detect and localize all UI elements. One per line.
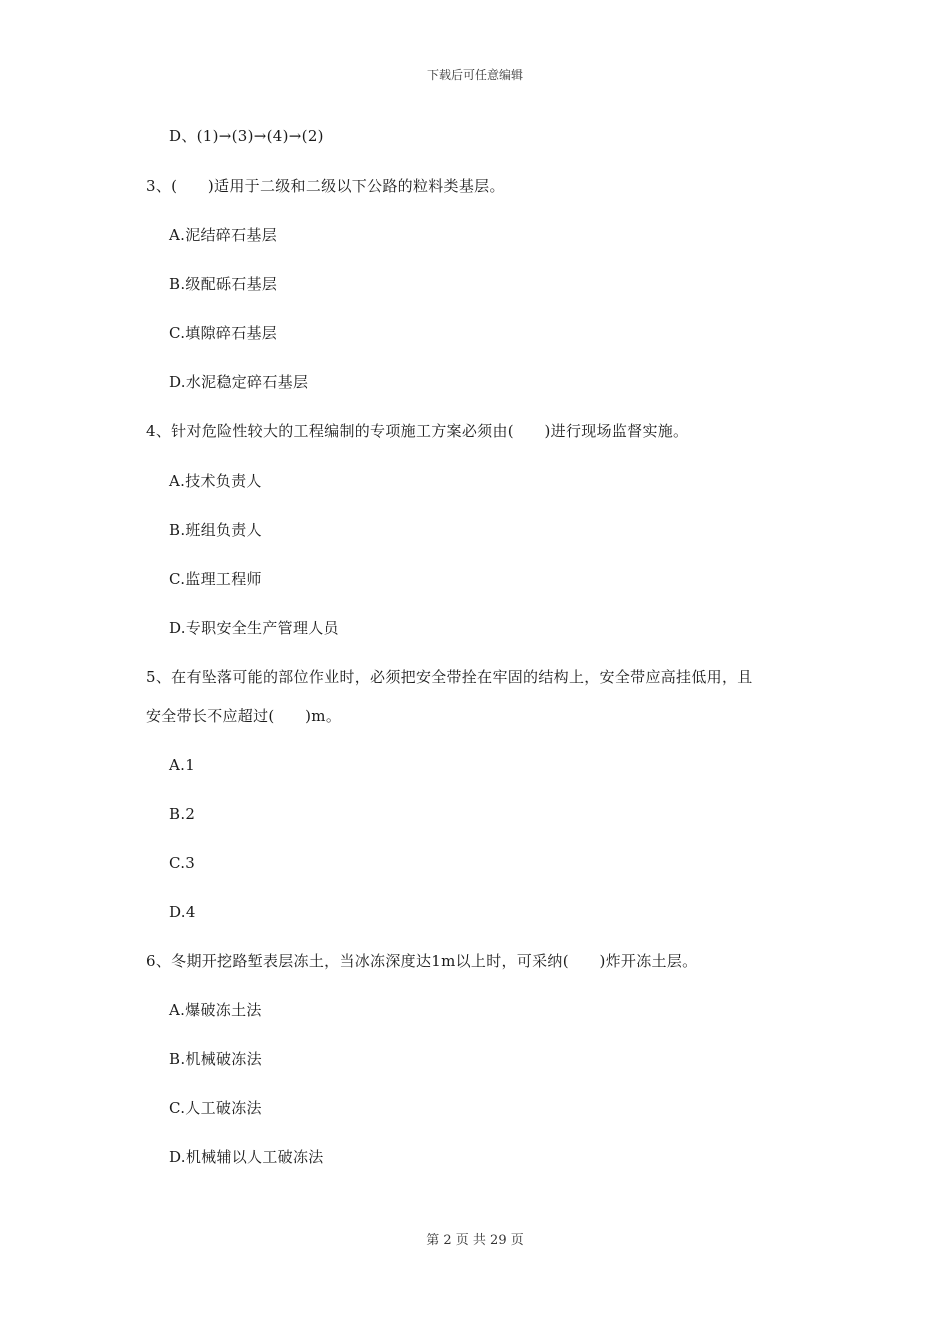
page-footer: 第 2 页 共 29 页	[426, 1233, 524, 1248]
question-4-option-a: A.技术负责人	[169, 472, 262, 490]
prev-question-option-d: D、(1)→(3)→(4)→(2)	[169, 127, 324, 145]
question-5-option-b: B.2	[169, 805, 196, 823]
question-5-option-d: D.4	[169, 903, 196, 921]
page-header: 下载后可任意编辑	[426, 68, 523, 82]
question-3-option-b: B.级配砾石基层	[169, 275, 278, 293]
question-3-option-c: C.填隙碎石基层	[169, 324, 278, 342]
question-6-option-c: C.人工破冻法	[169, 1099, 262, 1117]
question-6-stem: 6、冬期开挖路堑表层冻土，当冰冻深度达1m以上时，可采纳( )炸开冻土层。	[146, 952, 698, 970]
question-6-option-a: A.爆破冻土法	[169, 1001, 262, 1019]
question-5-option-c: C.3	[169, 854, 196, 872]
question-4-stem: 4、针对危险性较大的工程编制的专项施工方案必须由( )进行现场监督实施。	[146, 422, 689, 440]
question-3-option-a: A.泥结碎石基层	[169, 226, 278, 244]
question-4-option-b: B.班组负责人	[169, 521, 262, 539]
question-3-option-d: D.水泥稳定碎石基层	[169, 373, 309, 391]
question-6-option-b: B.机械破冻法	[169, 1050, 262, 1068]
question-6-option-d: D.机械辅以人工破冻法	[169, 1148, 324, 1166]
question-5-stem-line2: 安全带长不应超过( )m。	[146, 707, 342, 725]
question-5-stem: 5、在有坠落可能的部位作业时，必须把安全带拴在牢固的结构上，安全带应高挂低用，且	[146, 668, 753, 686]
question-5-option-a: A.1	[169, 756, 196, 774]
question-4-option-c: C.监理工程师	[169, 570, 262, 588]
question-3-stem: 3、( )适用于二级和二级以下公路的粒料类基层。	[146, 177, 505, 195]
question-4-option-d: D.专职安全生产管理人员	[169, 619, 339, 637]
